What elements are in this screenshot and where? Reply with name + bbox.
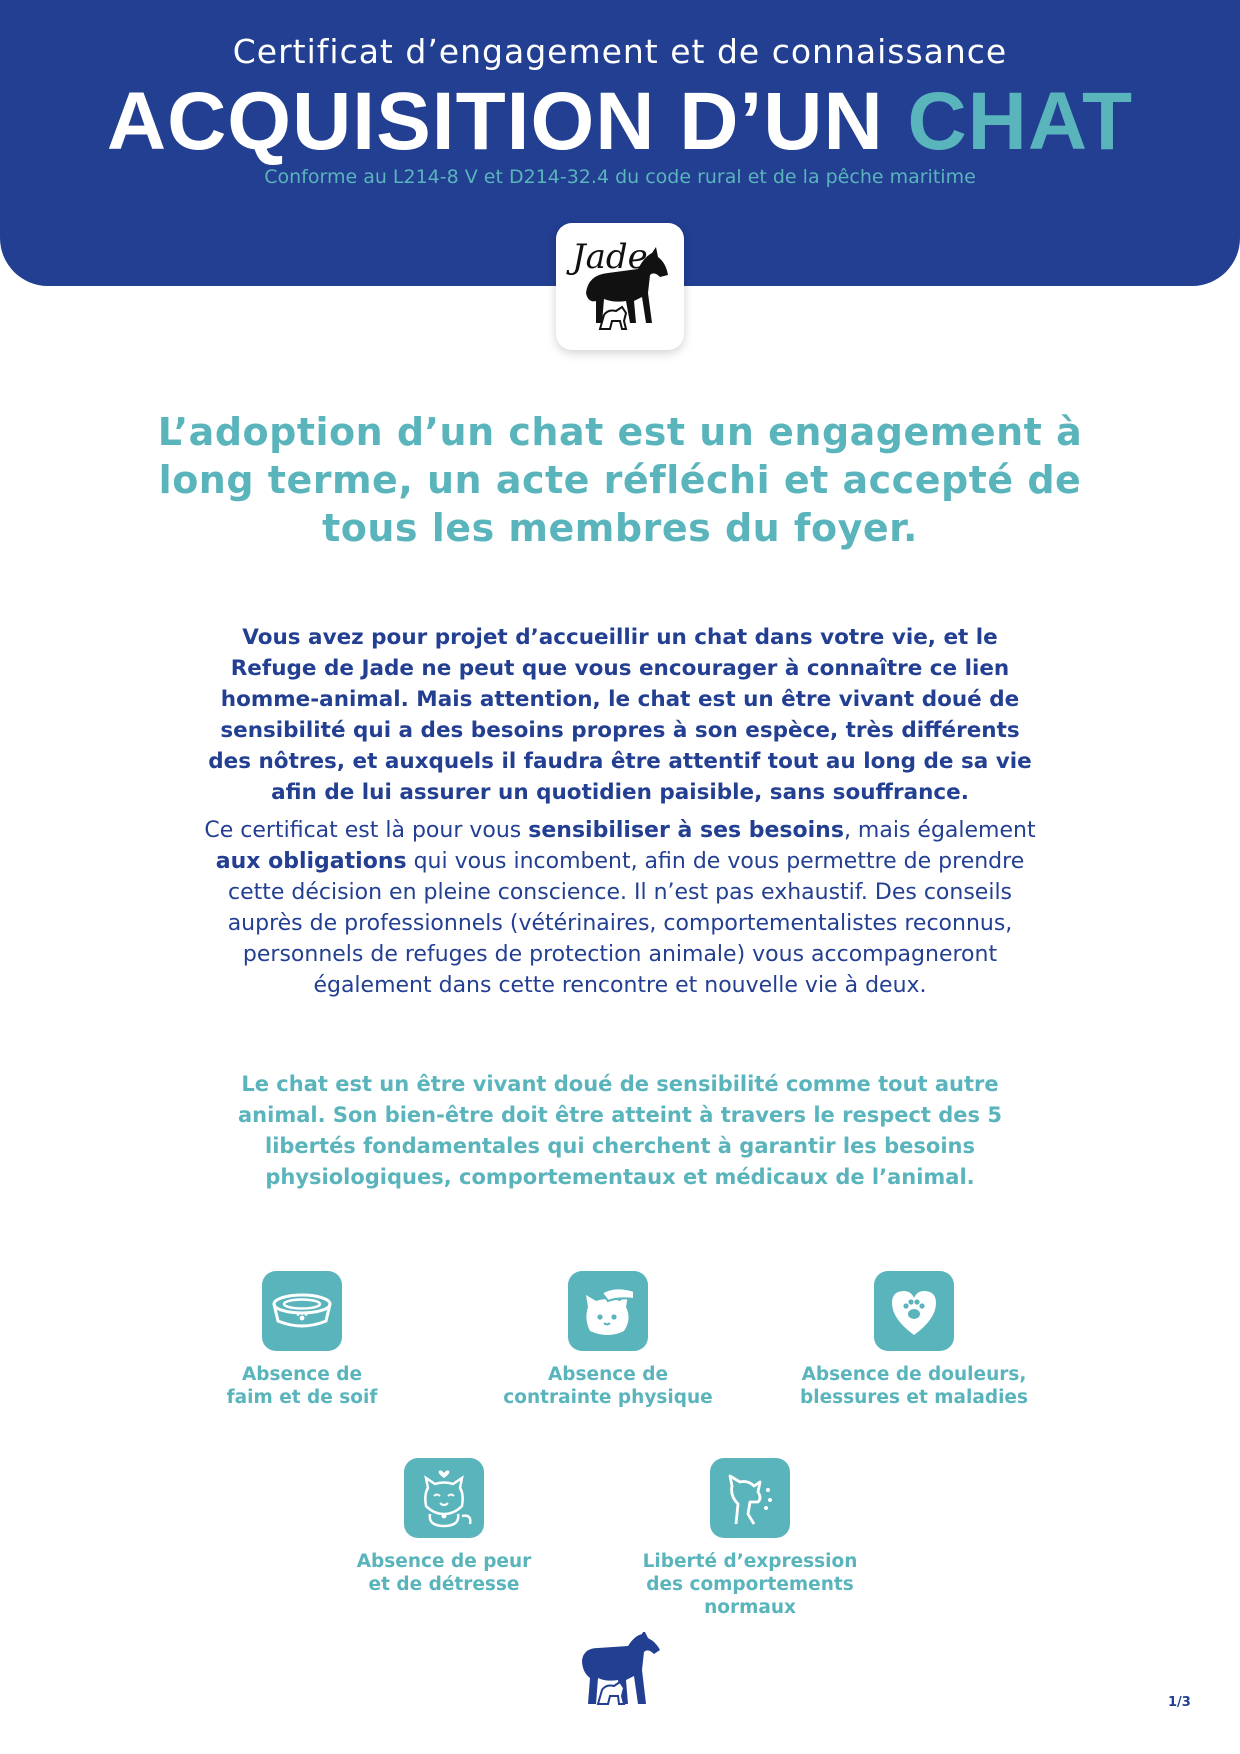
page-number: 1/3 — [1168, 1695, 1191, 1710]
title-accent: CHAT — [907, 76, 1134, 167]
horse-and-dog-footer-icon — [578, 1632, 662, 1710]
intro-paragraph: Vous avez pour projet d’accueillir un chat dans votre vie, et le Refuge de Jade ne peut que vous encourager à connaître ce lien homme-animal. Mais attention, le chat est un être vivant doué de sensibilité qui a des besoins propres à son espèce, très différents des nôtres, et auxquels il faudra être attentif tout au long de sa vie afin de lui assurer un quotidien paisible, sans souffrance. — [208, 625, 1032, 805]
legal-reference: Conforme au L214-8 V et D214-32.4 du code rural et de la pêche maritime — [264, 166, 976, 188]
lead-statement: L’adoption d’un chat est un engagement à long terme, un acte réfléchi et accepté de tous les membres du foyer. — [157, 410, 1083, 550]
freedom-label-line: Absence de — [241, 1364, 363, 1385]
freedom-label-line: des comportements normaux — [646, 1574, 854, 1618]
text-emphasis: aux obligations — [215, 849, 407, 874]
food-bowl-icon — [262, 1271, 342, 1351]
heart-paw-icon — [874, 1271, 954, 1351]
freedom-pain-injury-disease — [764, 1271, 1064, 1409]
certificate-paragraph — [190, 815, 1050, 1001]
cat-silhouette-icon — [710, 1458, 790, 1538]
freedom-physical-constraint — [458, 1271, 758, 1409]
freedom-label-line: Absence de peur — [356, 1551, 532, 1572]
freedom-label-line: Absence de — [547, 1364, 669, 1385]
freedom-natural-behaviour — [600, 1458, 900, 1619]
text-part: qui vous incombent, afin de vous permettre de prendre cette décision en pleine conscience. Il n’est pas exhaustif. Des conseils auprès de professionnels (vétérinaires, comportementalistes reconnus, personnels de refuges de protection animale) vous accompagneront également dans cette rencontre et nouvelle vie à deux. — [227, 849, 1025, 998]
freedom-label-line: et de détresse — [368, 1574, 520, 1595]
petting-hand-cat-icon — [568, 1271, 648, 1351]
freedom-label-line: blessures et maladies — [799, 1387, 1028, 1408]
title-main: ACQUISITION D’UN — [106, 76, 908, 167]
refuge-logo — [556, 223, 684, 350]
text-part: , mais également — [843, 818, 1036, 843]
certificate-supertitle: Certificat d’engagement et de connaissance — [232, 32, 1008, 71]
happy-cat-icon — [404, 1458, 484, 1538]
freedom-label-line: contrainte physique — [503, 1387, 713, 1408]
freedom-label-line: Absence de douleurs, — [801, 1364, 1027, 1385]
freedom-fear-distress — [294, 1458, 594, 1596]
text-part: Ce certificat est là pour vous — [204, 818, 529, 843]
logo-text: Jade — [572, 237, 648, 277]
page-title — [0, 76, 1240, 168]
footer-logo — [578, 1632, 662, 1715]
text-emphasis: sensibiliser à ses besoins — [528, 818, 844, 843]
welfare-paragraph: Le chat est un être vivant doué de sensibilité comme tout autre animal. Son bien-être doit être atteint à travers le respect des 5 libertés fondamentales qui cherchent à garantir les besoins physiologiques, comportementaux et médicaux de l’animal. — [238, 1072, 1002, 1189]
freedom-hunger-thirst — [152, 1271, 452, 1409]
freedom-label-line: Liberté d’expression — [642, 1551, 858, 1572]
freedom-label-line: faim et de soif — [226, 1387, 378, 1408]
